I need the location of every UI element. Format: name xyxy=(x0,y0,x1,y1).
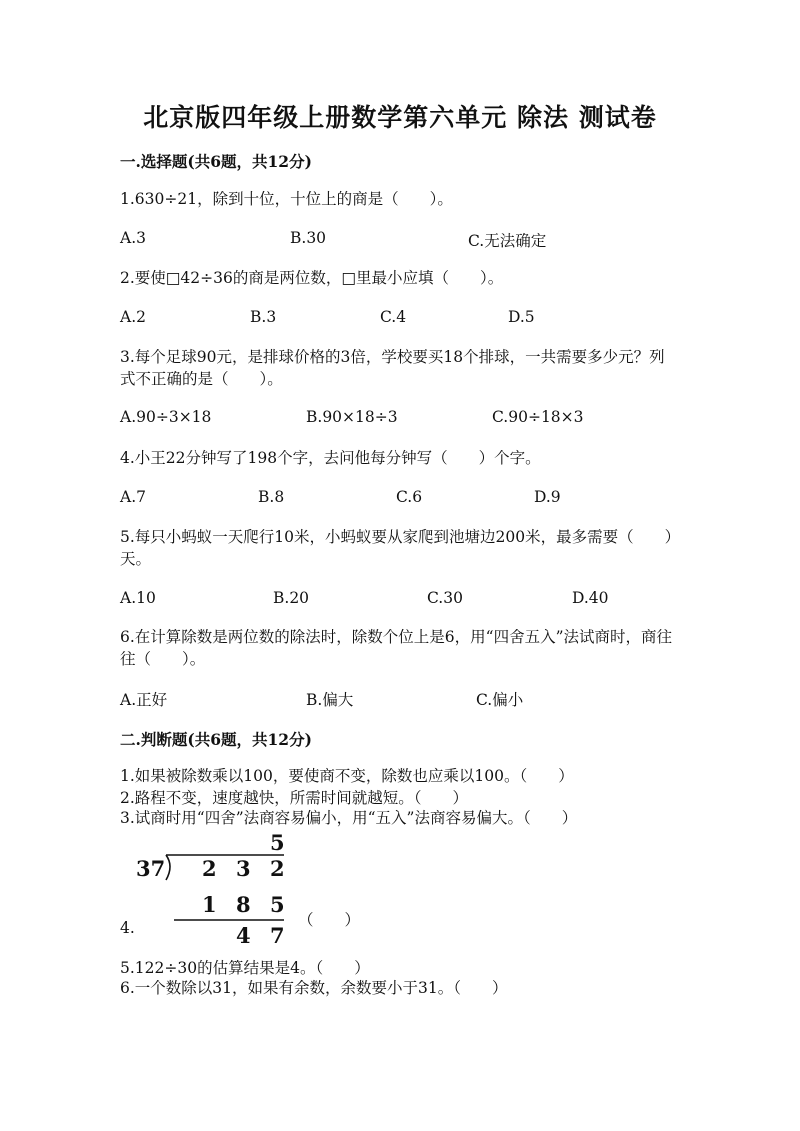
option-3b: B.90×18÷3 xyxy=(306,408,398,426)
judge-item-4-blank: （ ） xyxy=(298,911,361,929)
option-4a: A.7 xyxy=(120,488,146,506)
section-heading-choice: 一.选择题(共6题，共12分) xyxy=(120,152,312,171)
product-digit: 5 xyxy=(270,892,285,917)
option-5b: B.20 xyxy=(273,589,310,607)
option-2a: A.2 xyxy=(120,308,146,326)
dividend-digit: 2 xyxy=(270,856,285,881)
product-digit: 8 xyxy=(236,892,251,917)
long-division-figure xyxy=(136,828,296,948)
option-5a: A.10 xyxy=(120,589,156,607)
division-bracket xyxy=(166,855,170,880)
option-6b: B.偏大 xyxy=(306,691,354,709)
option-2b: B.3 xyxy=(250,308,277,326)
question-6: 6.在计算除数是两位数的除法时，除数个位上是6，用“四舍五入”法试商时，商往往（ ）。 xyxy=(120,628,673,668)
option-6a: A.正好 xyxy=(120,691,168,709)
judge-item-1: 1.如果被除数乘以100，要使商不变，除数也应乘以100。（ ） xyxy=(120,767,574,785)
judge-item-6: 6.一个数除以31，如果有余数，余数要小于31。（ ） xyxy=(120,979,508,997)
judge-item-5: 5.122÷30的估算结果是4。（ ） xyxy=(120,959,370,977)
option-5c: C.30 xyxy=(427,589,463,607)
option-4c: C.6 xyxy=(396,488,423,506)
question-5: 5.每只小蚂蚁一天爬行10米，小蚂蚁要从家爬到池塘边200米，最多需要（ ）天。 xyxy=(120,528,673,568)
remainder-digit: 4 xyxy=(236,923,251,948)
question-2: 2.要使□42÷36的商是两位数，□里最小应填（ ）。 xyxy=(120,269,504,287)
question-1: 1.630÷21，除到十位，十位上的商是（ ）。 xyxy=(120,190,453,208)
remainder-digit: 7 xyxy=(270,923,285,948)
option-6c: C.偏小 xyxy=(476,691,524,709)
option-3a: A.90÷3×18 xyxy=(120,408,212,426)
quotient-digit: 5 xyxy=(270,830,285,855)
question-4: 4.小王22分钟写了198个字，去问他每分钟写（ ）个字。 xyxy=(120,449,541,467)
product-digit: 1 xyxy=(202,892,217,917)
judge-item-4-number: 4. xyxy=(120,919,135,937)
dividend-digit: 3 xyxy=(236,856,251,881)
option-1a: A.3 xyxy=(120,229,146,247)
divisor-number: 37 xyxy=(136,856,166,881)
judge-item-3: 3.试商时用“四舍”法商容易偏小，用“五入”法商容易偏大。（ ） xyxy=(120,809,578,827)
section-heading-judge: 二.判断题(共6题，共12分) xyxy=(120,730,312,749)
option-1c: C.无法确定 xyxy=(468,232,547,250)
option-4d: D.9 xyxy=(534,488,561,506)
judge-item-2: 2.路程不变，速度越快，所需时间就越短。（ ） xyxy=(120,789,469,807)
option-5d: D.40 xyxy=(572,589,609,607)
option-4b: B.8 xyxy=(258,488,285,506)
dividend-digit: 2 xyxy=(202,856,217,881)
option-3c: C.90÷18×3 xyxy=(492,408,584,426)
page-title: 北京版四年级上册数学第六单元 除法 测试卷 xyxy=(143,103,657,132)
option-1b: B.30 xyxy=(290,229,327,247)
option-2c: C.4 xyxy=(380,308,407,326)
question-3: 3.每个足球90元，是排球价格的3倍，学校要买18个排球，一共需要多少元？列式不正确的是（ ）。 xyxy=(120,348,665,388)
option-2d: D.5 xyxy=(508,308,535,326)
